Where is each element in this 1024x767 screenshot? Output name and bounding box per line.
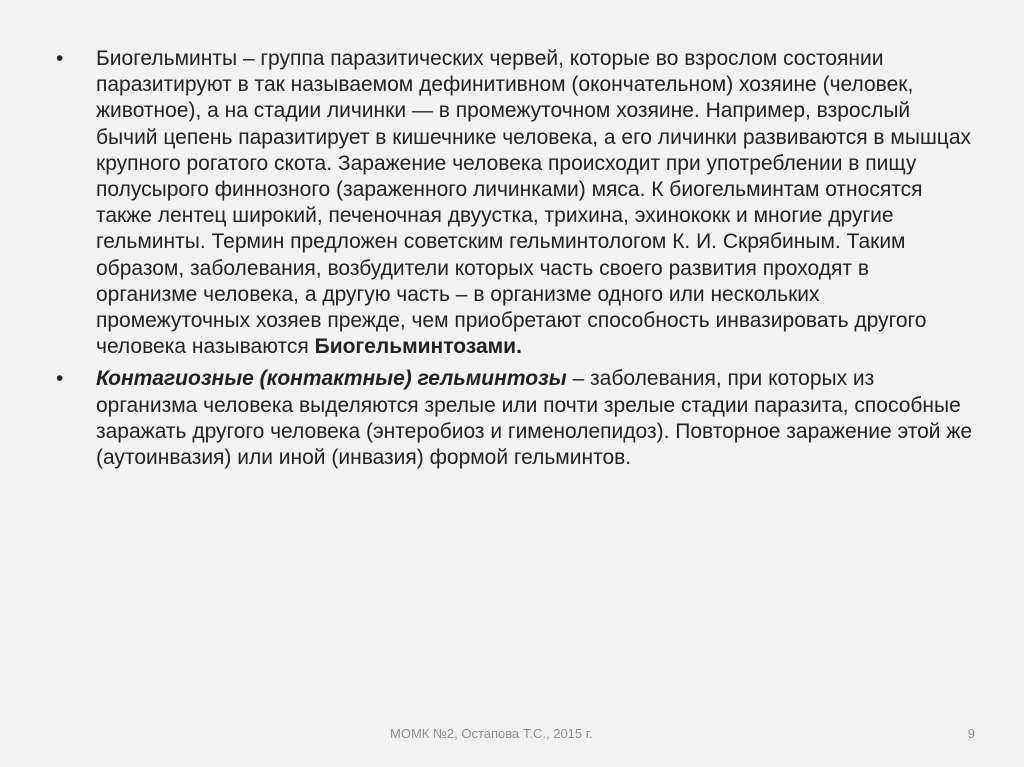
bullet-text: – заболевания, при которых из организма человека выделяются зрелые или почти зрелые стадии паразита, способные заражать другого человека (энтеробиоз и гименолепидоз). Повторное заражение этой же (аутоинвазия) или иной (инвазия) формой гельминтов.	[96, 367, 973, 470]
bullet-text: Биогельминты – группа паразитических червей, которые во взрослом состоянии паразитируют в так называемом дефинитивном (окончательном) хозяине (человек, животное), а на стадии личинки — в промежуточном хозяине. Например, взрослый бычий цепень паразитирует в кишечнике человека, а его личинки развиваются в мышцах крупного рогатого скота. Заражение человека происходит при употреблении в пищу полусырого финнозного (зараженного личинками) мяса. К биогельминтам относятся также лентец широкий, печеночная двуустка, трихина, эхинококк и многие другие гельминты. Термин предложен советским гельминтологом К. И. Скрябиным. Таким образом, заболевания, возбудители которых часть своего развития проходят в организме человека, а другую часть – в организме одного или нескольких промежуточных хозяев прежде, чем приобретают способность инвазировать другого человека называются	[96, 47, 972, 359]
bullet-marker: •	[56, 367, 64, 391]
bullet-marker: •	[56, 47, 64, 70]
bold-italic-term: Контагиозные (контактные) гельминтозы	[96, 367, 567, 391]
bullet-item-contagious	[56, 366, 976, 471]
page-number: 9	[967, 726, 975, 741]
bold-term: Биогельминтозами.	[314, 335, 522, 359]
slide-content	[56, 46, 976, 477]
footer-text: МОМК №2, Остапова Т.С., 2015 г.	[390, 726, 593, 741]
footer	[0, 726, 1024, 746]
bullet-item-biohelminths	[56, 46, 976, 360]
